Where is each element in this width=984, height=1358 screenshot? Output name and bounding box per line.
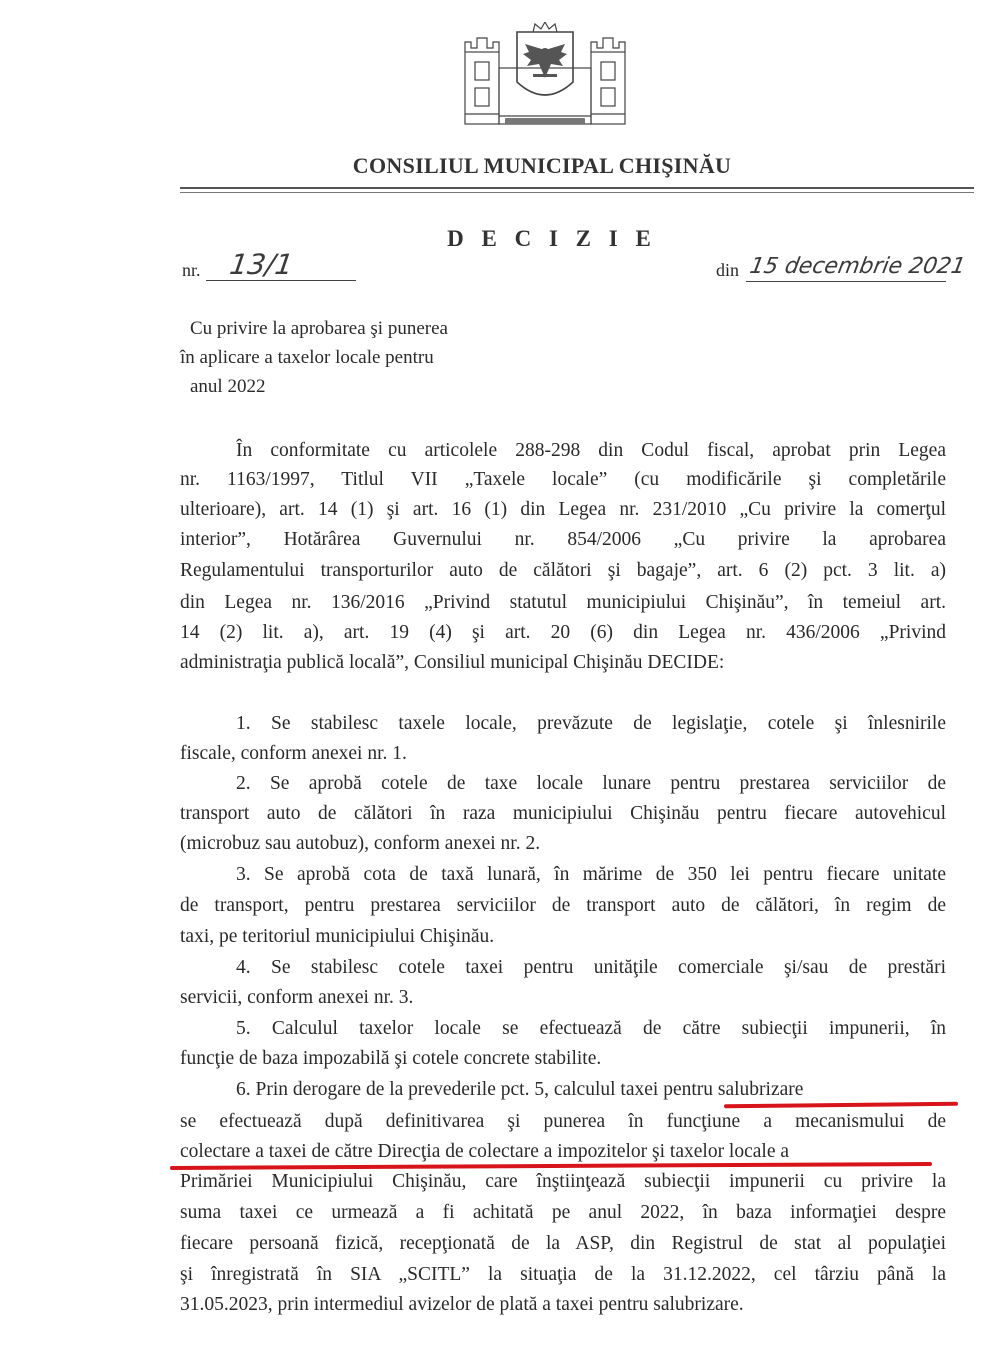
subject-line: anul 2022 [190,376,266,397]
item-6-line: se efectuează după definitivarea şi punerea în funcţiune a mecanismului de [180,1111,946,1132]
highlighted-phrase: taxei pentru salubrizare [620,1079,804,1100]
item-3-line: taxi, pe teritoriul municipiului Chişinău. [180,926,495,947]
subject-line: Cu privire la aprobarea şi punerea [190,318,448,339]
header-rule-thin [180,192,974,193]
item-5-line: funcţie de baza impozabilă şi cotele concrete stabilite. [180,1048,602,1069]
red-underline-mark [724,1102,958,1108]
number-label: nr. [182,260,201,280]
item-4-line: 4. Se stabilesc cotele taxei pentru unităţile comerciale şi/sau de prestări [236,957,946,978]
council-title: CONSILIUL MUNICIPAL CHIŞINĂU [352,153,732,178]
item-6-line [236,1079,803,1101]
subject-block [180,314,448,401]
preamble-line: nr. 1163/1997, Titlul VII „Taxele locale” (cu modificările şi completările [180,469,946,490]
item-6-text: a [775,1141,790,1162]
preamble-line: Regulamentului transporturilor auto de călători şi bagaje”, art. 6 (2) pct. 3 lit. a) [180,560,946,581]
item-4-line: servicii, conform anexei nr. 3. [180,987,414,1008]
item-6-line: 31.05.2023, prin intermediul avizelor de plată a taxei pentru salubrizare. [180,1294,744,1315]
item-6-line: fiecare persoană fizică, recepţionată de la ASP, din Registrul de stat al populaţiei [180,1233,946,1254]
item-6-text: 6. Prin derogare de la prevederile pct. 5, calculul [236,1079,621,1100]
item-2-line: (microbuz sau autobuz), conform anexei nr. 2. [180,833,541,854]
date-label: din [716,260,740,280]
preamble-line: interior”, Hotărârea Guvernului nr. 854/2006 „Cu privire la aprobarea [180,529,946,550]
item-6-line: Primăriei Municipiului Chişinău, care înştiinţează subiecţii impunerii cu privire la [180,1171,946,1192]
item-3-line: 3. Se aprobă cota de taxă lunară, în mărime de 350 lei pentru fiecare unitate [236,864,946,885]
preamble-line: ulterioare), art. 14 (1) şi art. 16 (1) din Legea nr. 231/2010 „Cu privire la comerţul [180,499,946,520]
item-5-line: 5. Calculul taxelor locale se efectuează de către subiecţii impunerii, în [236,1018,946,1039]
red-underline-mark [170,1162,932,1170]
document-title: D E C I Z I E [447,226,657,251]
decision-number: 13/1 [227,248,296,281]
item-2-line: transport auto de călători în raza municipiului Chişinău pentru fiecare autovehicul [180,803,946,824]
decision-date: 15 decembrie 2021 [747,254,968,279]
chisinau-coat-of-arms-icon [455,22,635,132]
item-1-line: fiscale, conform anexei nr. 1. [180,743,407,764]
subject-line: în aplicare a taxelor locale pentru [180,347,434,368]
item-1-line: 1. Se stabilesc taxele locale, prevăzute de legislaţie, cotele şi înlesnirile [236,713,946,734]
item-3-line: de transport, pentru prestarea serviciilor de transport auto de călători, în regim de [180,895,946,916]
item-6-line: şi înregistrată în SIA „SCITL” la situaţia de la 31.12.2022, cel târziu până la [180,1264,946,1285]
highlighted-phrase: colectare a taxei de către Direcţia de colectare a impozitelor şi taxelor locale [180,1141,776,1162]
item-2-line: 2. Se aprobă cotele de taxe locale lunare pentru prestarea serviciilor de [236,773,946,794]
preamble-line: 14 (2) lit. a), art. 19 (4) şi art. 20 (6) din Legea nr. 436/2006 „Privind [180,622,946,643]
header-rule [180,187,974,189]
item-6-line [180,1141,789,1163]
preamble-line: În conformitate cu articolele 288-298 din Codul fiscal, aprobat prin Legea [236,440,946,461]
date-underline [746,281,946,282]
preamble-line: din Legea nr. 136/2016 „Privind statutul municipiului Chişinău”, în temeiul art. [180,592,946,613]
item-6-line: suma taxei ce urmează a fi achitată pe anul 2022, în baza informaţiei despre [180,1202,946,1223]
preamble-line: administraţia publică locală”, Consiliul municipal Chişinău DECIDE: [180,652,725,673]
